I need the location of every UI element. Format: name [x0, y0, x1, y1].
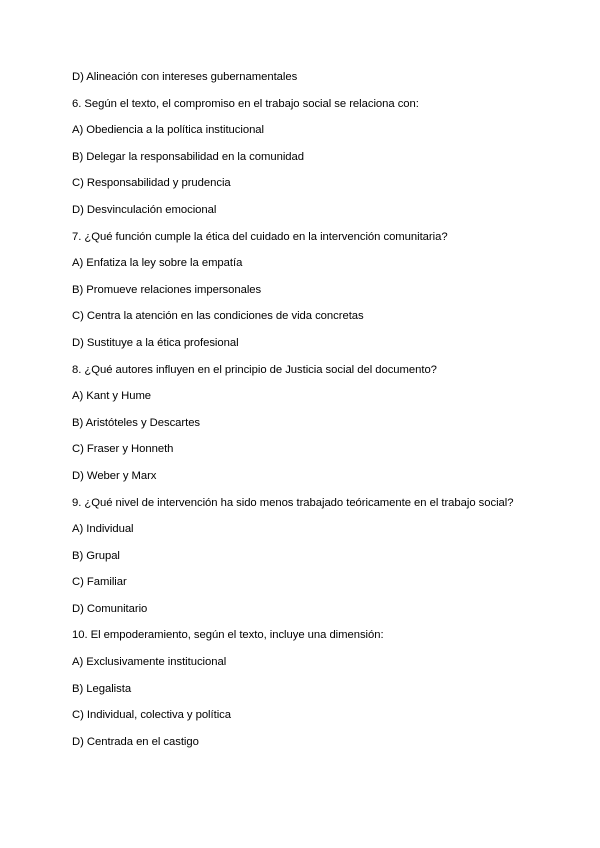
question-7: 7. ¿Qué función cumple la ética del cuidado en la intervención comunitaria?: [72, 230, 448, 243]
option-7b: B) Promueve relaciones impersonales: [72, 283, 262, 296]
option-5d: D) Alineación con intereses gubernamentales: [72, 71, 298, 83]
option-10b: B) Legalista: [72, 682, 132, 695]
question-8: 8. ¿Qué autores influyen en el principio de Justicia social del documento?: [72, 363, 437, 376]
option-10d: D) Centrada en el castigo: [72, 735, 199, 748]
option-8c: C) Fraser y Honneth: [72, 443, 174, 456]
option-7c: C) Centra la atención en las condiciones de vida concretas: [72, 310, 364, 323]
option-9c: C) Familiar: [72, 576, 127, 589]
option-8d: D) Weber y Marx: [72, 469, 157, 482]
option-9a: A) Individual: [72, 523, 134, 536]
question-9: 9. ¿Qué nivel de intervención ha sido menos trabajado teóricamente en el trabajo social?: [72, 496, 514, 509]
option-9d: D) Comunitario: [72, 602, 148, 615]
option-6c: C) Responsabilidad y prudencia: [72, 177, 231, 190]
option-6a: A) Obediencia a la política institucional: [72, 124, 264, 137]
option-6b: B) Delegar la responsabilidad en la comunidad: [72, 150, 304, 163]
question-list: [72, 69, 552, 760]
question-6: 6. Según el texto, el compromiso en el trabajo social se relaciona con:: [72, 97, 419, 110]
option-7a: A) Enfatiza la ley sobre la empatía: [72, 257, 243, 270]
option-8b: B) Aristóteles y Descartes: [72, 416, 201, 429]
option-6d: D) Desvinculación emocional: [72, 203, 217, 216]
option-10c: C) Individual, colectiva y política: [72, 709, 231, 722]
option-8a: A) Kant y Hume: [72, 390, 152, 403]
question-10: 10. El empoderamiento, según el texto, incluye una dimensión:: [72, 629, 384, 642]
option-9b: B) Grupal: [72, 549, 120, 562]
option-10a: A) Exclusivamente institucional: [72, 656, 227, 669]
option-7d: D) Sustituye a la ética profesional: [72, 336, 239, 349]
